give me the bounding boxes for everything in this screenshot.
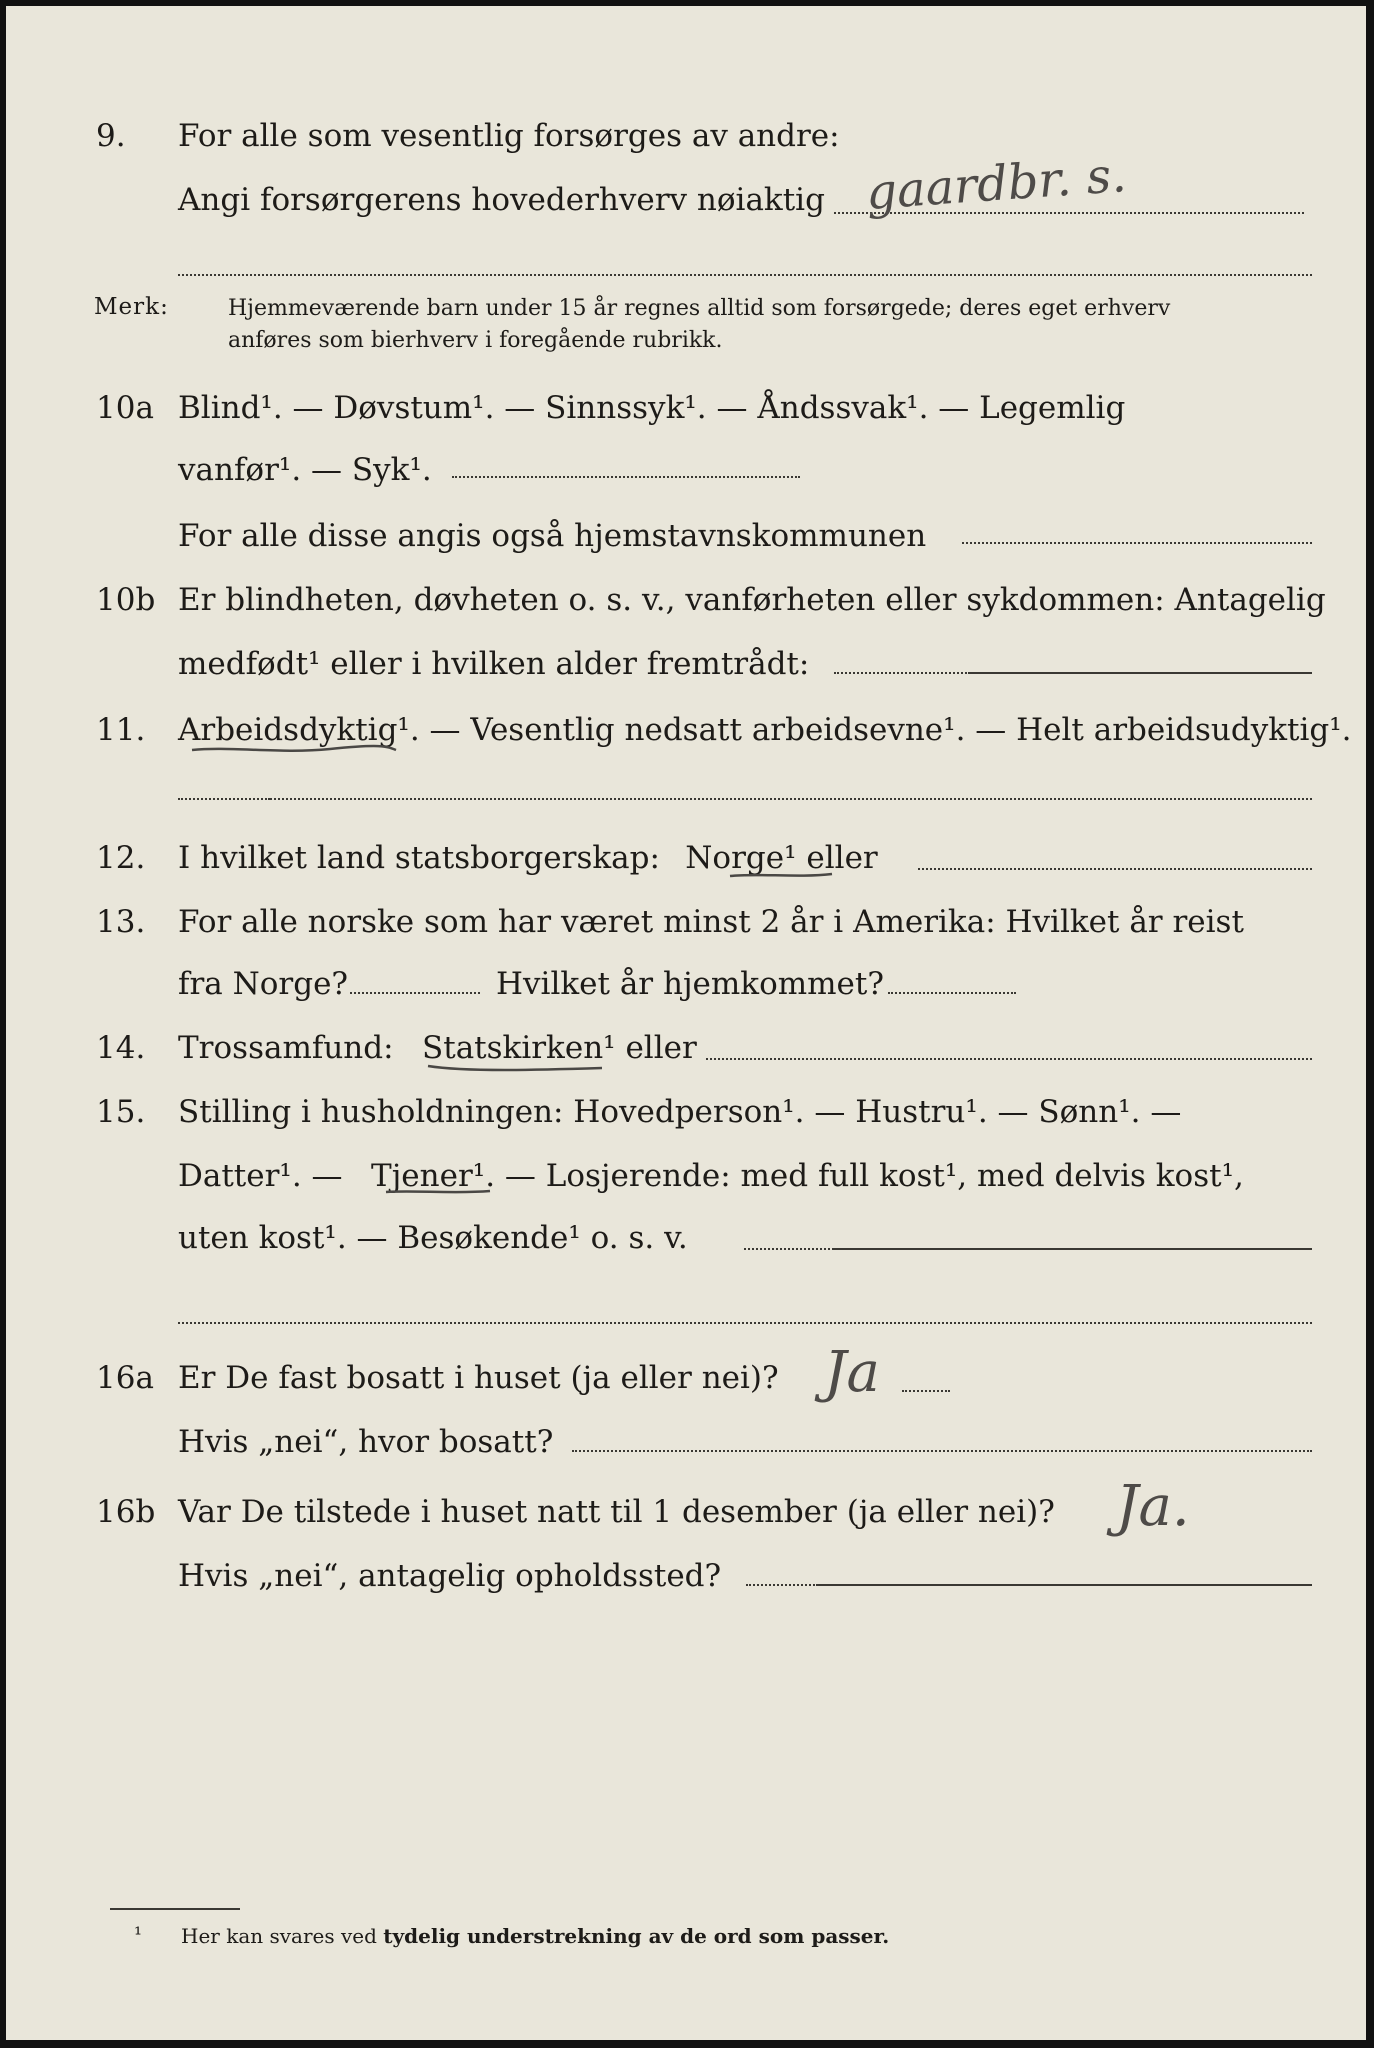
question-number: 16a <box>96 1360 154 1396</box>
question-text: For alle norske som har været minst 2 år i Amerika: Hvilket år reist <box>178 904 1244 940</box>
question-text-before: Trossamfund: <box>178 1030 394 1066</box>
question-text: Var De tilstede i huset natt til 1 desember (ja eller nei)? <box>178 1494 1055 1530</box>
question-number: 10a <box>96 390 154 426</box>
answer-line <box>962 542 1312 544</box>
answer-line <box>818 1584 1312 1586</box>
question-number: 9. <box>96 118 126 154</box>
question-number: 16b <box>96 1494 156 1530</box>
footnote-text-plain: Her kan svares ved <box>181 1924 377 1948</box>
question-number: 14. <box>96 1030 146 1066</box>
census-form-page <box>6 6 1366 2040</box>
underlined-answer: Arbeidsdyktig <box>178 712 398 748</box>
handwritten-underline <box>384 1186 494 1200</box>
underlined-answer: Tjener <box>371 1158 473 1194</box>
note-text: Hjemmeværende barn under 15 år regnes alltid som forsørgede; deres eget erhverv <box>228 296 1171 321</box>
answer-line <box>270 798 1312 800</box>
question-text: Hvis „nei“, antagelig opholdssted? <box>178 1558 722 1594</box>
handwritten-underline <box>426 1058 606 1078</box>
question-text-after: ¹ eller <box>603 1030 697 1066</box>
question-text: uten kost¹. — Besøkende¹ o. s. v. <box>178 1220 688 1256</box>
question-number: 11. <box>96 712 146 748</box>
answer-line <box>452 476 800 478</box>
answer-line <box>572 1450 1312 1452</box>
question-number: 15. <box>96 1094 146 1130</box>
question-text: fra Norge? <box>178 966 349 1002</box>
answer-line <box>706 1058 1312 1060</box>
answer-line <box>834 672 970 674</box>
underlined-answer: Statskirken <box>422 1030 604 1066</box>
question-text-before: Datter¹. — <box>178 1158 343 1194</box>
handwritten-underline <box>728 868 838 884</box>
footnote-rule <box>110 1908 240 1910</box>
question-number: 12. <box>96 840 146 876</box>
answer-line <box>178 798 270 800</box>
question-text: Er De fast bosatt i huset (ja eller nei)? <box>178 1360 779 1396</box>
footnote-text <box>181 1924 889 1948</box>
question-text-before: I hvilket land statsborgerskap: <box>178 840 660 876</box>
answer-line <box>902 1390 950 1392</box>
underlined-answer: Norge <box>685 840 785 876</box>
question-number: 13. <box>96 904 146 940</box>
question-text-after: ¹ eller <box>784 840 878 876</box>
handwritten-answer: Ja. <box>1116 1474 1190 1539</box>
footnote-mark: ¹ <box>134 1922 143 1946</box>
note-label: Merk: <box>94 294 169 320</box>
question-text: Hvilket år hjemkommet? <box>496 966 884 1002</box>
handwritten-answer: Ja <box>824 1340 880 1405</box>
answer-line <box>834 1248 1312 1250</box>
answer-line <box>918 868 1312 870</box>
blank-line <box>178 274 1312 276</box>
question-text: Stilling i husholdningen: Hovedperson¹. — Hustru¹. — Sønn¹. — <box>178 1094 1182 1130</box>
question-text: For alle som vesentlig forsørges av andre: <box>178 118 840 154</box>
answer-line <box>888 992 1016 994</box>
handwritten-answer: gaardbr. s. <box>864 146 1129 222</box>
note-text: anføres som bierhverv i foregående rubrikk. <box>228 328 723 353</box>
question-number: 10b <box>96 582 156 618</box>
answer-line <box>746 1584 818 1586</box>
blank-line <box>178 1322 1312 1324</box>
question-text: For alle disse angis også hjemstavnskommunen <box>178 518 927 554</box>
footnote-text-bold: tydelig understrekning av de ord som passer. <box>383 1924 890 1948</box>
question-text: Angi forsørgerens hovederhverv nøiaktig <box>178 182 825 218</box>
question-text: vanfør¹. — Syk¹. <box>178 452 432 488</box>
question-text: Blind¹. — Døvstum¹. — Sinnssyk¹. — Åndssvak¹. — Legemlig <box>178 390 1126 426</box>
answer-line <box>970 672 1312 674</box>
answer-line <box>350 992 480 994</box>
question-text <box>178 1158 1244 1194</box>
question-text: Er blindheten, døvheten o. s. v., vanførheten eller sykdommen: Antagelig <box>178 582 1326 618</box>
question-text: Hvis „nei“, hvor bosatt? <box>178 1424 554 1460</box>
question-text: medfødt¹ eller i hvilken alder fremtrådt: <box>178 646 810 682</box>
answer-line <box>744 1248 834 1250</box>
question-text-after: ¹. — Losjerende: med full kost¹, med delvis kost¹, <box>472 1158 1244 1194</box>
handwritten-underline <box>190 740 400 760</box>
question-text-rest: ¹. — Vesentlig nedsatt arbeidsevne¹. — Helt arbeidsudyktig¹. <box>397 712 1352 748</box>
